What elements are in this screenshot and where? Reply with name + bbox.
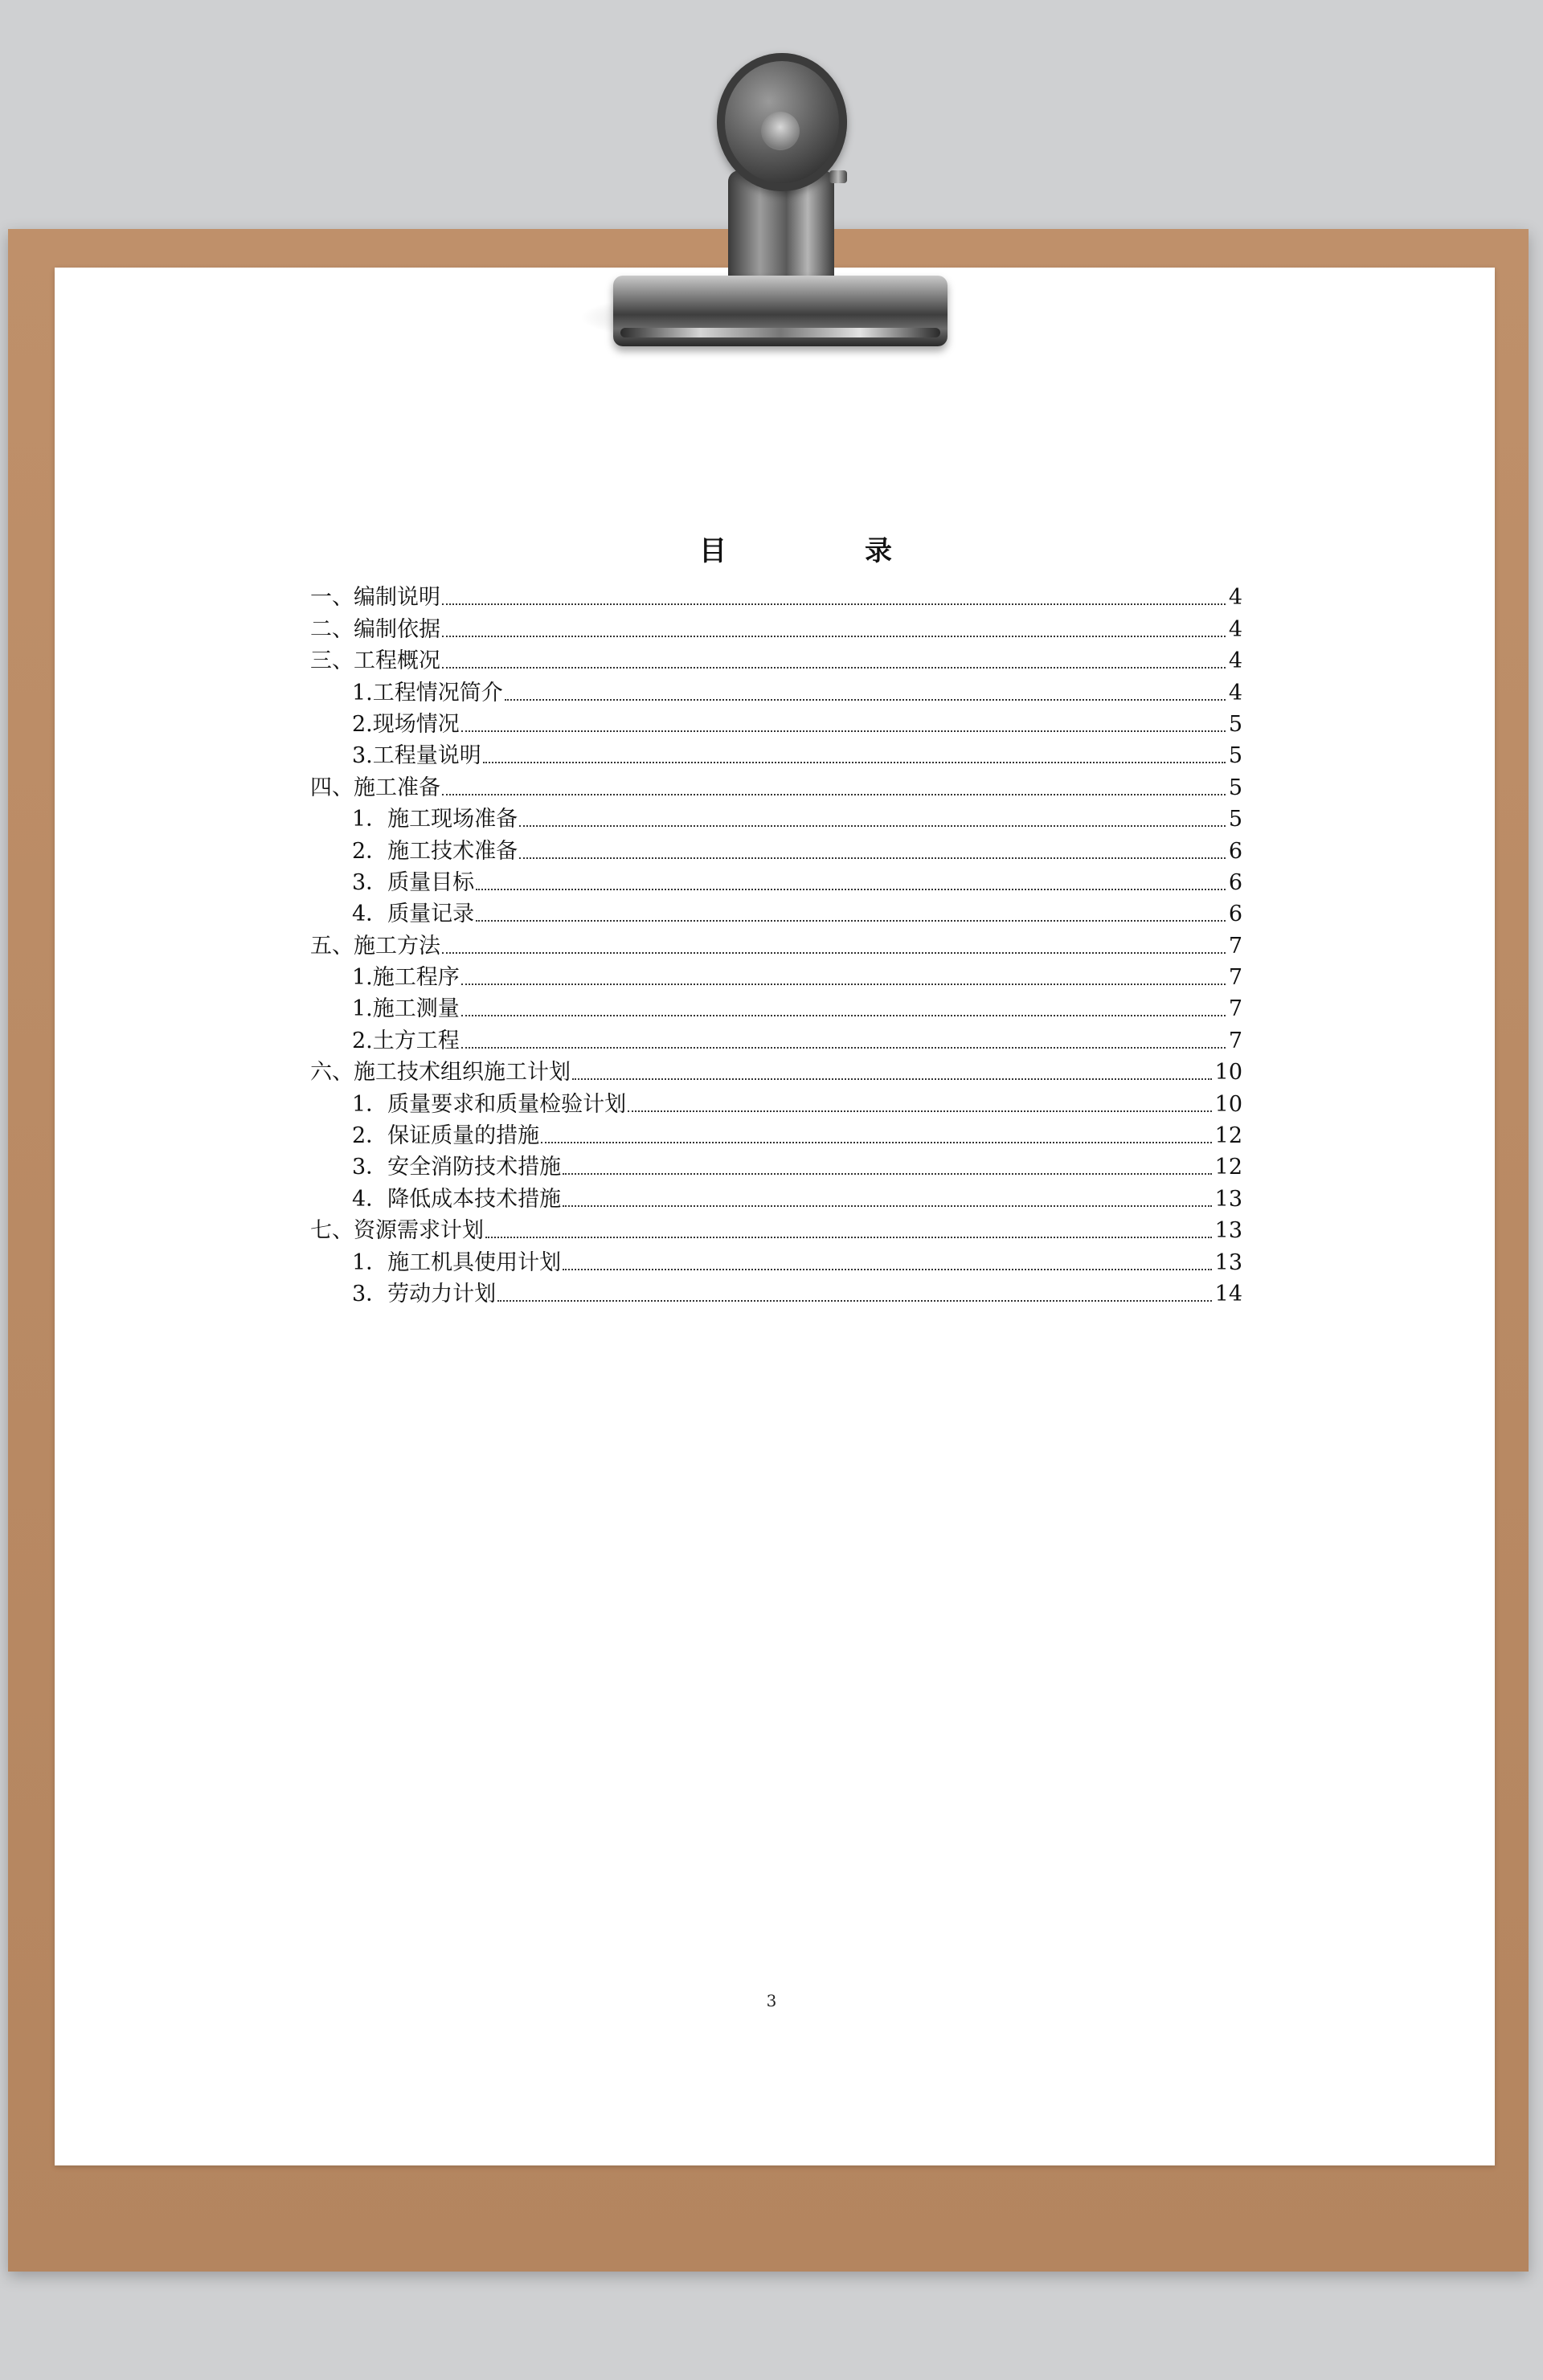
toc-entry[interactable] [310, 992, 1242, 1023]
toc-entry-page: 13 [1214, 1186, 1242, 1212]
toc-dot-leader [483, 762, 1226, 763]
toc-entry-label: 1.工程情况简介 [352, 680, 503, 705]
toc-entry-label: 二、编制依据 [310, 616, 440, 642]
toc-dot-leader [497, 1300, 1211, 1302]
toc-entry[interactable] [310, 833, 1242, 865]
toc-entry-label: 2.土方工程 [352, 1028, 460, 1053]
toc-dot-leader [442, 603, 1226, 605]
toc-entry[interactable] [310, 802, 1242, 833]
toc-entry-page: 5 [1228, 807, 1242, 832]
toc-entry-label: 4．质量记录 [352, 902, 475, 927]
toc-entry-page: 4 [1228, 585, 1242, 611]
toc-dot-leader [442, 794, 1226, 795]
toc-entry-page: 10 [1214, 1091, 1242, 1117]
toc-entry[interactable] [310, 675, 1242, 706]
toc-entry[interactable] [310, 1055, 1242, 1086]
toc-entry-label: 3．劳动力计划 [352, 1281, 497, 1307]
toc-entry[interactable] [310, 1277, 1242, 1308]
toc-entry-label: 四、施工准备 [310, 775, 440, 800]
toc-dot-leader [563, 1205, 1211, 1207]
toc-entry[interactable] [310, 897, 1242, 928]
toc-entry-page: 4 [1228, 616, 1242, 642]
toc-entry-label: 1．质量要求和质量检验计划 [352, 1091, 627, 1117]
toc-entry-page: 6 [1228, 869, 1242, 895]
toc-entry-page: 13 [1214, 1218, 1242, 1244]
toc-entry-page: 5 [1228, 711, 1242, 737]
toc-dot-leader [563, 1173, 1211, 1175]
toc-entry[interactable] [310, 1023, 1242, 1054]
toc-entry-page: 5 [1228, 743, 1242, 769]
clip-ring-hole [761, 112, 800, 150]
toc-entry[interactable] [310, 928, 1242, 959]
toc-dot-leader [519, 857, 1226, 859]
toc-entry-page: 6 [1228, 838, 1242, 864]
toc-entry-page: 12 [1214, 1155, 1242, 1180]
toc-entry-page: 4 [1228, 680, 1242, 705]
clip-pin [829, 170, 847, 183]
toc-entry-label: 五、施工方法 [310, 933, 440, 959]
toc-entry-label: 1.施工程序 [352, 965, 460, 991]
toc-title-char-2: 录 [865, 535, 892, 567]
toc-dot-leader [563, 1269, 1211, 1270]
toc-title-char-1: 目 [699, 535, 726, 567]
toc-dot-leader [461, 1015, 1226, 1016]
table-of-contents [310, 580, 1242, 1308]
toc-entry[interactable] [310, 1150, 1242, 1181]
toc-entry[interactable] [310, 1086, 1242, 1118]
toc-entry-page: 12 [1214, 1123, 1242, 1149]
toc-entry-page: 7 [1228, 1028, 1242, 1053]
toc-dot-leader [572, 1078, 1212, 1080]
toc-entry-label: 1.施工测量 [352, 996, 460, 1022]
toc-dot-leader [541, 1142, 1211, 1143]
toc-entry-label: 4．降低成本技术措施 [352, 1186, 562, 1212]
toc-dot-leader [485, 1237, 1212, 1238]
toc-entry[interactable] [310, 1245, 1242, 1276]
toc-entry-label: 2．施工技术准备 [352, 838, 518, 864]
toc-entry-label: 六、施工技术组织施工计划 [310, 1060, 571, 1086]
toc-entry[interactable] [310, 707, 1242, 738]
toc-dot-leader [476, 889, 1226, 890]
toc-entry-label: 3．质量目标 [352, 869, 475, 895]
toc-entry-page: 5 [1228, 775, 1242, 800]
toc-entry[interactable] [310, 1118, 1242, 1150]
toc-entry-page: 4 [1228, 648, 1242, 674]
toc-dot-leader [442, 636, 1226, 637]
toc-title [699, 529, 892, 568]
page-number: 3 [766, 1991, 777, 2010]
toc-entry[interactable] [310, 1213, 1242, 1245]
toc-dot-leader [442, 952, 1226, 954]
toc-dot-leader [519, 825, 1226, 827]
toc-entry-page: 10 [1214, 1060, 1242, 1086]
toc-entry[interactable] [310, 960, 1242, 992]
toc-entry[interactable] [310, 611, 1242, 643]
toc-entry-page: 13 [1214, 1249, 1242, 1275]
toc-entry-label: 3．安全消防技术措施 [352, 1155, 562, 1180]
toc-entry-label: 七、资源需求计划 [310, 1218, 484, 1244]
toc-entry[interactable] [310, 770, 1242, 801]
toc-entry-page: 6 [1228, 902, 1242, 927]
toc-dot-leader [461, 1047, 1226, 1049]
toc-entry-label: 1．施工机具使用计划 [352, 1249, 562, 1275]
toc-entry[interactable] [310, 865, 1242, 897]
toc-entry-label: 2．保证质量的措施 [352, 1123, 540, 1149]
toc-entry[interactable] [310, 580, 1242, 611]
toc-dot-leader [461, 983, 1226, 985]
toc-dot-leader [442, 667, 1226, 669]
toc-dot-leader [628, 1110, 1211, 1112]
toc-entry-label: 一、编制说明 [310, 585, 440, 611]
toc-entry[interactable] [310, 1181, 1242, 1212]
toc-entry[interactable] [310, 644, 1242, 675]
toc-entry-label: 三、工程概况 [310, 648, 440, 674]
toc-dot-leader [461, 730, 1226, 732]
toc-entry-label: 3.工程量说明 [352, 743, 481, 769]
toc-dot-leader [505, 699, 1226, 701]
toc-entry-page: 7 [1228, 933, 1242, 959]
toc-entry-page: 7 [1228, 965, 1242, 991]
toc-entry-page: 7 [1228, 996, 1242, 1022]
toc-entry-label: 1．施工现场准备 [352, 807, 518, 832]
toc-dot-leader [476, 920, 1226, 922]
toc-entry[interactable] [310, 738, 1242, 770]
clip-bar-edge [620, 328, 940, 337]
toc-entry-label: 2.现场情况 [352, 711, 460, 737]
toc-entry-page: 14 [1214, 1281, 1242, 1307]
